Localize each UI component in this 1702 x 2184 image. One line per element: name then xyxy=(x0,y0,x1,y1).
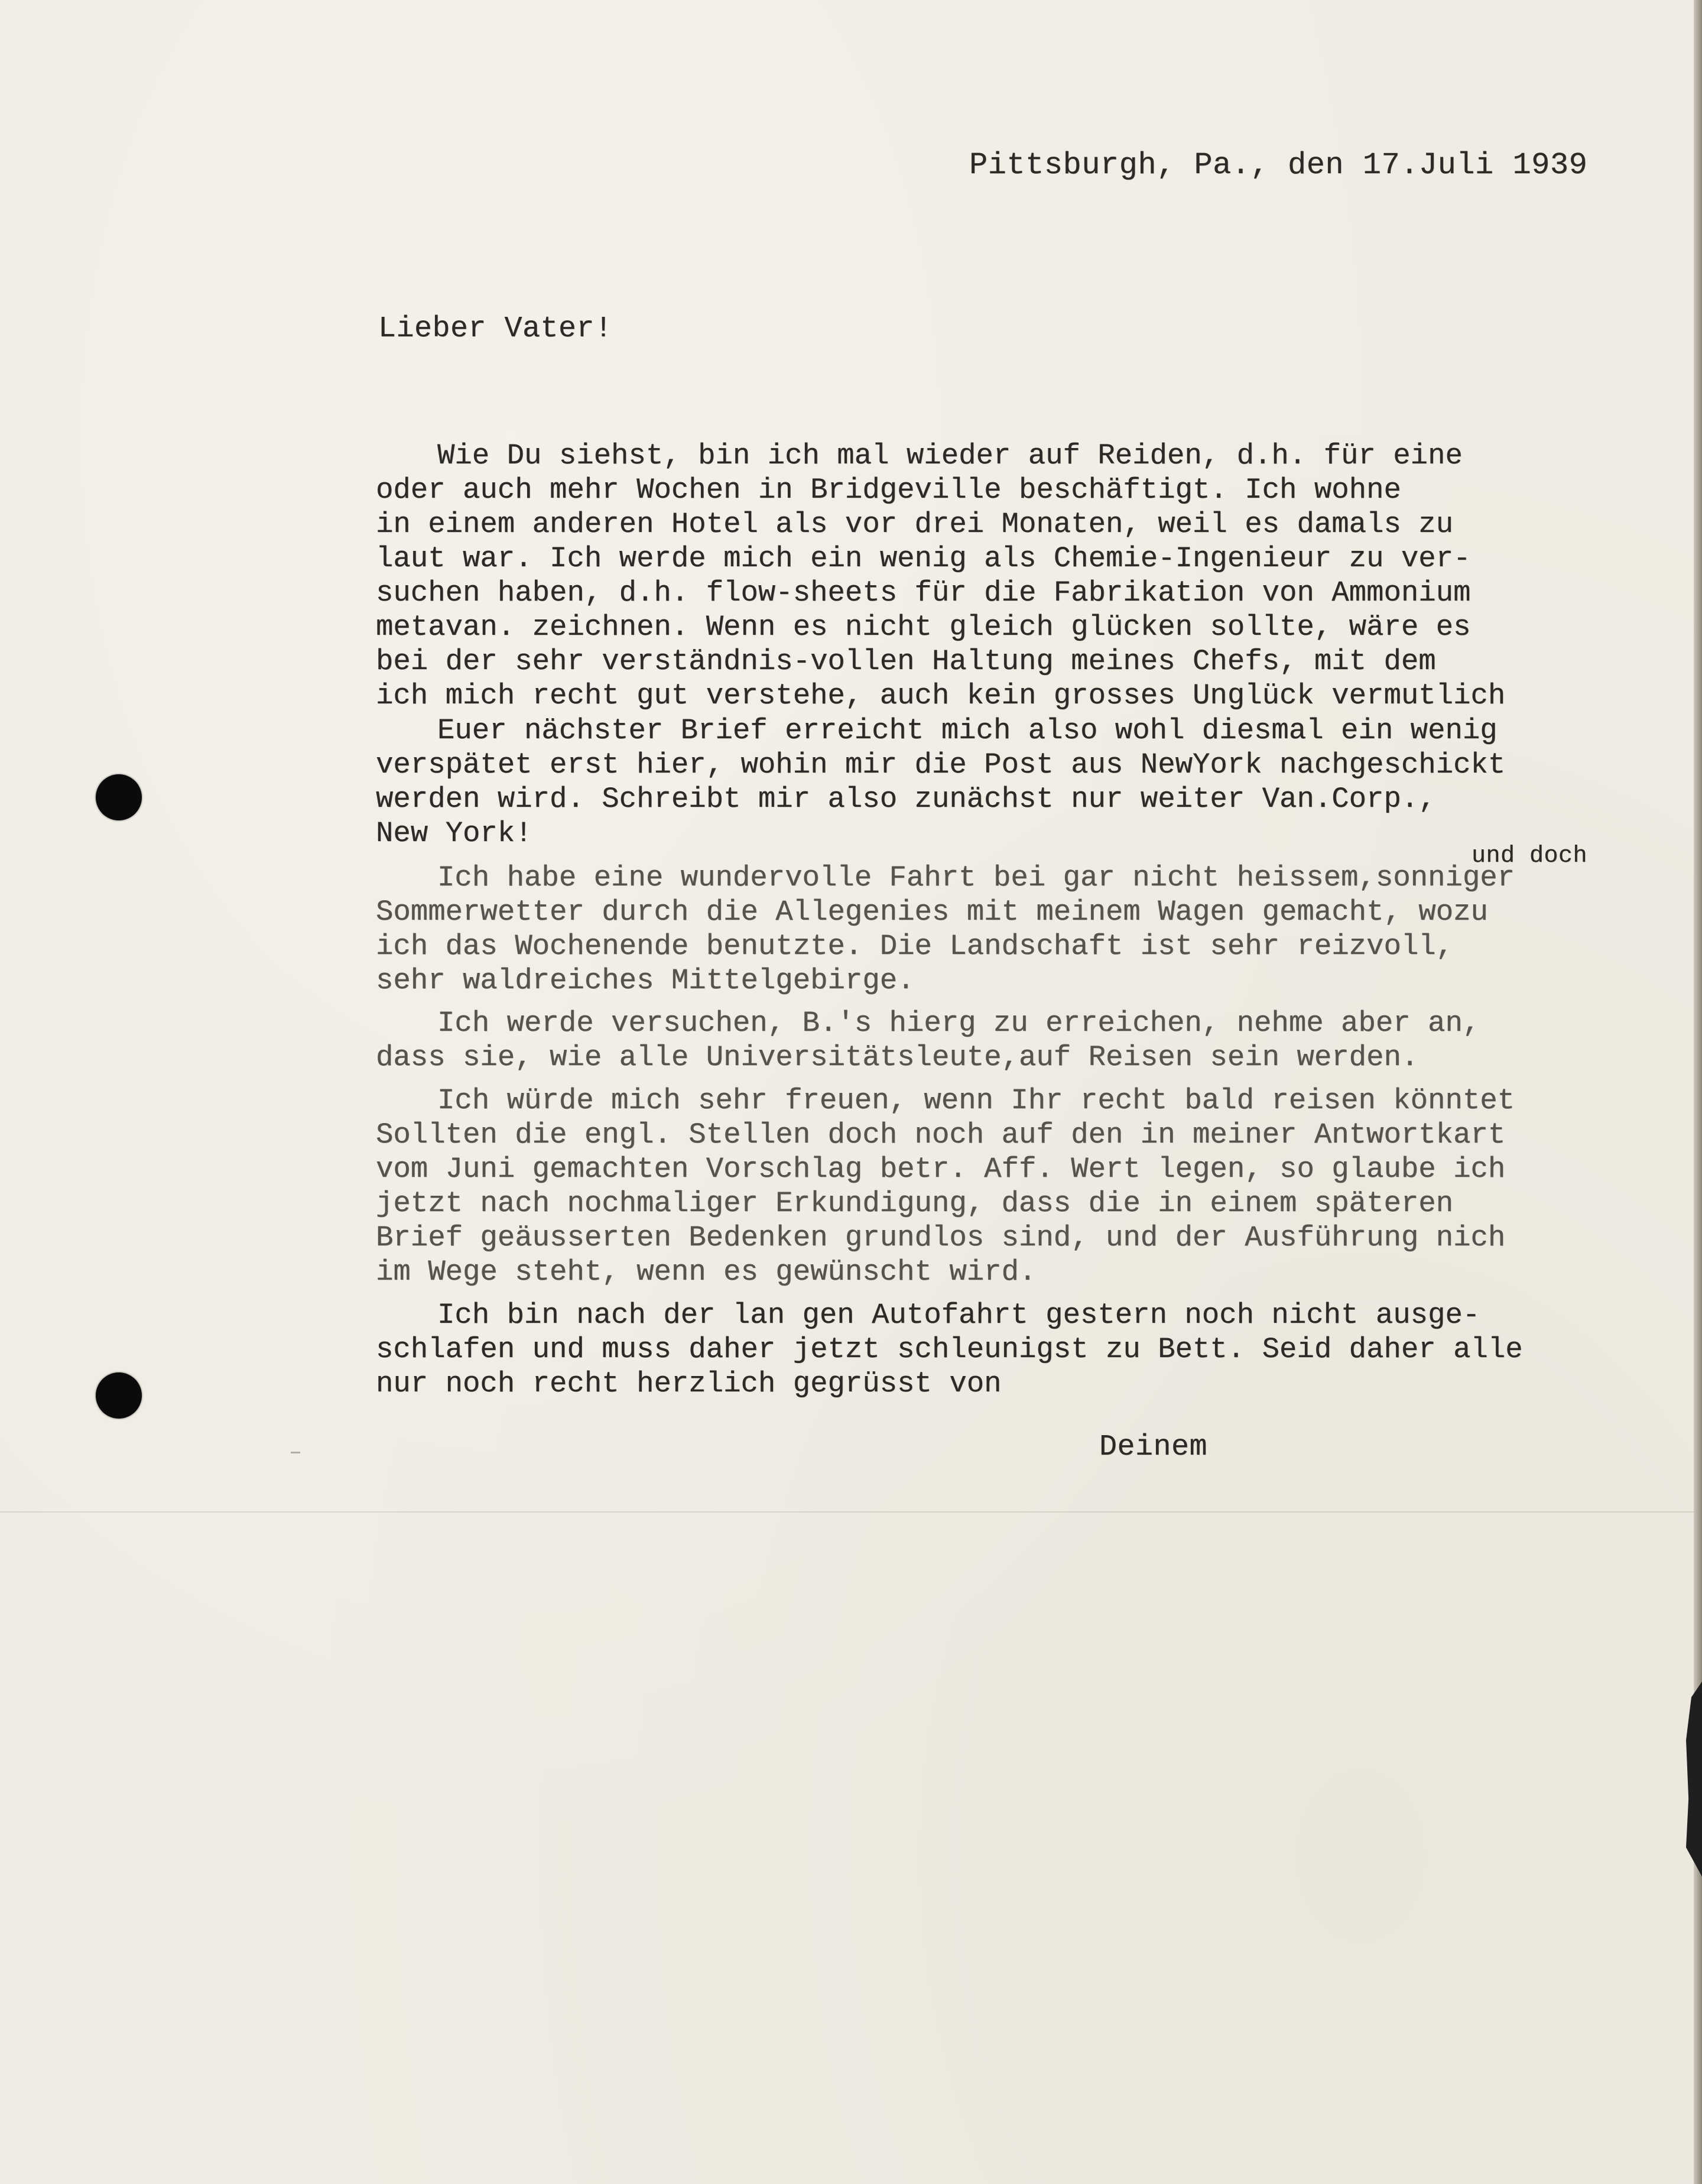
paragraph-3 xyxy=(376,861,1652,998)
text-line: Ich bin nach der lan gen Autofahrt gestern noch nicht ausge- xyxy=(437,1299,1480,1332)
paragraph-4 xyxy=(376,1006,1652,1075)
text-line: ich mich recht gut verstehe, auch kein grosses Unglück vermutlich xyxy=(376,679,1506,712)
text-line: suchen haben, d.h. flow-sheets für die Fabrikation von Ammonium xyxy=(376,576,1471,609)
text-line: Ich werde versuchen, B.'s hierg zu erreichen, nehme aber an, xyxy=(437,1007,1480,1040)
text-line: jetzt nach nochmaliger Erkundigung, dass die in einem späteren xyxy=(376,1187,1454,1220)
text-line: vom Juni gemachten Vorschlag betr. Aff. Wert legen, so glaube ich xyxy=(376,1153,1506,1186)
salutation: Lieber Vater! xyxy=(378,312,613,346)
closing: Deinem xyxy=(1099,1430,1208,1464)
text-line: dass sie, wie alle Universitätsleute,auf Reisen sein werden. xyxy=(376,1041,1419,1074)
text-line: Brief geäusserten Bedenken grundlos sind, und der Ausführung nich xyxy=(376,1221,1506,1254)
text-line: bei der sehr verständnis-vollen Haltung meines Chefs, mit dem xyxy=(376,645,1436,678)
text-line: verspätet erst hier, wohin mir die Post aus NewYork nachgeschickt xyxy=(376,748,1506,781)
paragraph-1 xyxy=(376,439,1652,713)
text-line: Ich würde mich sehr freuen, wenn Ihr recht bald reisen könntet xyxy=(437,1084,1515,1117)
paragraph-2 xyxy=(376,713,1652,851)
paper-fold-line xyxy=(0,1511,1702,1513)
text-line: nur noch recht herzlich gegrüsst von xyxy=(376,1367,1002,1400)
text-line: Euer nächster Brief erreicht mich also wohl diesmal ein wenig xyxy=(437,714,1498,747)
text-line: Sollten die engl. Stellen doch noch auf den in meiner Antwortkart xyxy=(376,1118,1506,1151)
punch-hole-bottom xyxy=(96,1372,142,1419)
text-line: Wie Du siehst, bin ich mal wieder auf Reiden, d.h. für eine xyxy=(437,439,1463,472)
typed-insertion: und doch xyxy=(1472,843,1588,869)
text-line: ich das Wochenende benutzte. Die Landschaft ist sehr reizvoll, xyxy=(376,930,1454,963)
stray-ink-mark xyxy=(291,1452,300,1453)
punch-hole-top xyxy=(96,774,142,820)
paragraph-5 xyxy=(376,1083,1652,1289)
text-line: New York! xyxy=(376,817,532,850)
text-line: werden wird. Schreibt mir also zunächst nur weiter Van.Corp., xyxy=(376,783,1436,816)
text-line: laut war. Ich werde mich ein wenig als Chemie-Ingenieur zu ver- xyxy=(376,542,1471,575)
text-line: schlafen und muss daher jetzt schleunigst zu Bett. Seid daher alle xyxy=(376,1333,1523,1366)
text-line: metavan. zeichnen. Wenn es nicht gleich glücken sollte, wäre es xyxy=(376,611,1471,644)
paragraph-6 xyxy=(376,1298,1652,1401)
text-line: Ich habe eine wundervolle Fahrt bei gar nicht heissem,sonniger xyxy=(437,861,1515,894)
text-line: sehr waldreiches Mittelgebirge. xyxy=(376,964,915,997)
text-line: Sommerwetter durch die Allegenies mit meinem Wagen gemacht, wozu xyxy=(376,895,1488,929)
text-line: in einem anderen Hotel als vor drei Monaten, weil es damals zu xyxy=(376,508,1454,541)
paper-torn-notch xyxy=(1667,1682,1702,1877)
text-line: oder auch mehr Wochen in Bridgeville beschäftigt. Ich wohne xyxy=(376,473,1401,507)
text-line: im Wege steht, wenn es gewünscht wird. xyxy=(376,1255,1037,1289)
dateline: Pittsburgh, Pa., den 17.Juli 1939 xyxy=(969,148,1588,183)
